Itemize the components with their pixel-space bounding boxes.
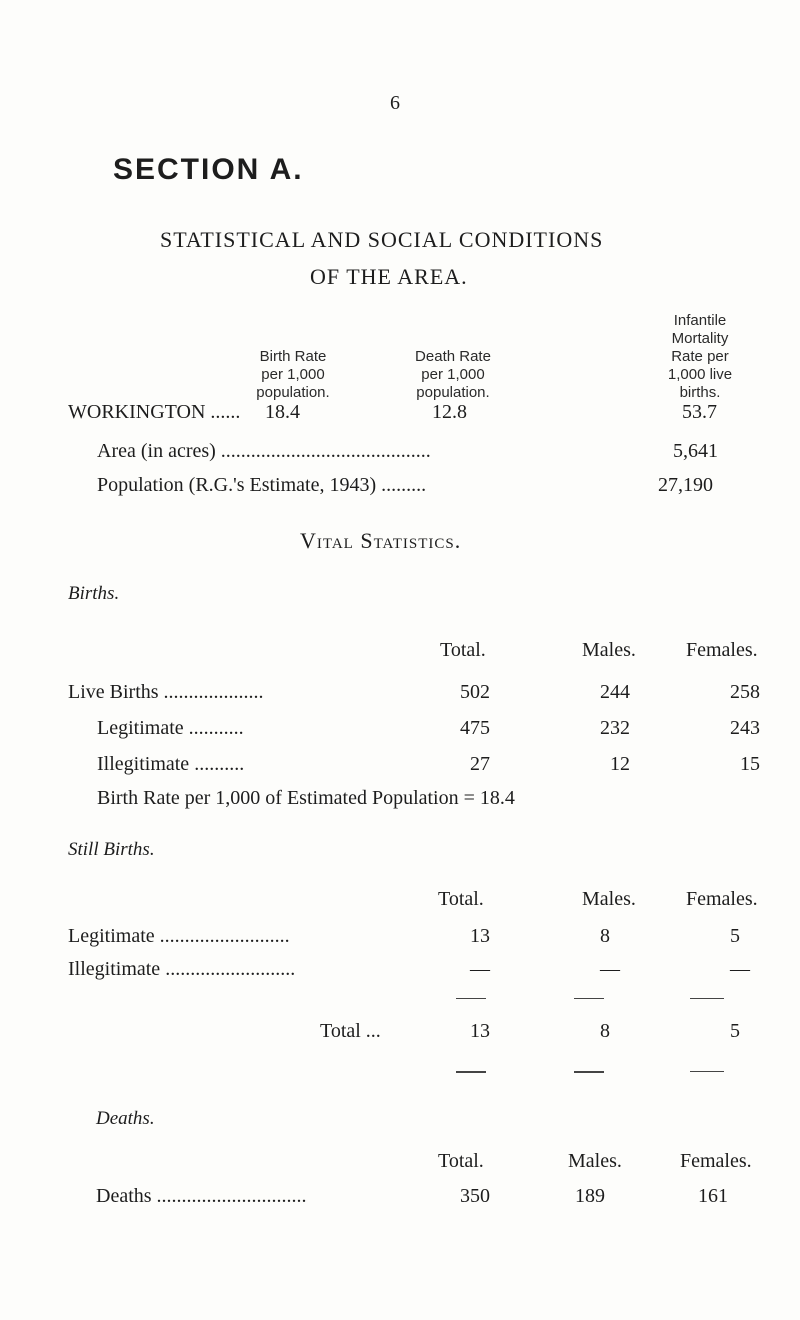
still-births-total-label: Total ... xyxy=(320,1020,381,1042)
area-value: 5,641 xyxy=(673,440,718,462)
deaths-heading: Deaths. xyxy=(96,1108,155,1129)
deaths-row-label: Deaths .............................. xyxy=(96,1185,307,1207)
death-rate-header: Death Rate per 1,000 population. xyxy=(415,348,491,401)
births-row-label: Live Births .................... xyxy=(68,681,264,703)
births-row-label: Illegitimate .......... xyxy=(97,753,245,775)
still-births-total-males: 8 xyxy=(600,1020,610,1042)
births-header-total: Total. xyxy=(440,639,486,661)
page-number: 6 xyxy=(390,92,400,114)
births-row-label: Legitimate ........... xyxy=(97,717,244,739)
infant-mortality-header: Infantile Mortality Rate per 1,000 live births. xyxy=(667,312,733,401)
main-heading-continued: OF THE AREA. xyxy=(310,264,468,289)
deaths-row-females: 161 xyxy=(698,1185,728,1207)
births-header-females: Females. xyxy=(686,639,758,661)
females-divider xyxy=(690,1071,724,1072)
section-title: SECTION A. xyxy=(113,153,304,186)
births-row-females: 15 xyxy=(740,753,760,775)
births-row-males: 244 xyxy=(600,681,630,703)
still-births-total-females: 5 xyxy=(730,1020,740,1042)
still-births-row-total: — xyxy=(470,958,490,980)
birth-rate-line: Birth Rate per 1,000 of Estimated Population = 18.4 xyxy=(97,787,515,809)
area-label: Area (in acres) .......................................... xyxy=(97,440,431,462)
still-births-row-males: 8 xyxy=(600,925,610,947)
females-divider xyxy=(690,998,724,999)
still-births-header-males: Males. xyxy=(582,888,636,910)
birth-rate-value: 18.4 xyxy=(265,401,300,423)
births-row-females: 258 xyxy=(730,681,760,703)
total-divider xyxy=(456,998,486,999)
births-row-males: 12 xyxy=(610,753,630,775)
males-divider xyxy=(574,1071,604,1073)
births-row-total: 475 xyxy=(460,717,490,739)
deaths-header-females: Females. xyxy=(680,1150,752,1172)
main-heading: STATISTICAL AND SOCIAL CONDITIONS xyxy=(160,227,604,252)
deaths-row-males: 189 xyxy=(575,1185,605,1207)
population-label: Population (R.G.'s Estimate, 1943) ......... xyxy=(97,474,427,496)
deaths-row-total: 350 xyxy=(460,1185,490,1207)
deaths-header-males: Males. xyxy=(568,1150,622,1172)
still-births-header-females: Females. xyxy=(686,888,758,910)
still-births-heading: Still Births. xyxy=(68,839,155,860)
still-births-row-females: — xyxy=(730,958,750,980)
death-rate-value: 12.8 xyxy=(432,401,467,423)
infant-rate-value: 53.7 xyxy=(682,401,717,423)
births-row-males: 232 xyxy=(600,717,630,739)
births-header-males: Males. xyxy=(582,639,636,661)
total-divider xyxy=(456,1071,486,1073)
deaths-header-total: Total. xyxy=(438,1150,484,1172)
births-row-total: 27 xyxy=(470,753,490,775)
still-births-row-label: Illegitimate .......................... xyxy=(68,958,296,980)
still-births-row-females: 5 xyxy=(730,925,740,947)
births-row-total: 502 xyxy=(460,681,490,703)
birth-rate-header: Birth Rate per 1,000 population. xyxy=(256,348,330,401)
births-row-females: 243 xyxy=(730,717,760,739)
males-divider xyxy=(574,998,604,999)
vital-statistics-title: Vital Statistics. xyxy=(300,528,462,553)
still-births-header-total: Total. xyxy=(438,888,484,910)
still-births-row-males: — xyxy=(600,958,620,980)
still-births-row-total: 13 xyxy=(470,925,490,947)
still-births-row-label: Legitimate .......................... xyxy=(68,925,290,947)
population-value: 27,190 xyxy=(658,474,713,496)
district-label: WORKINGTON ...... xyxy=(68,401,241,423)
births-heading: Births. xyxy=(68,583,120,604)
still-births-total-value: 13 xyxy=(470,1020,490,1042)
